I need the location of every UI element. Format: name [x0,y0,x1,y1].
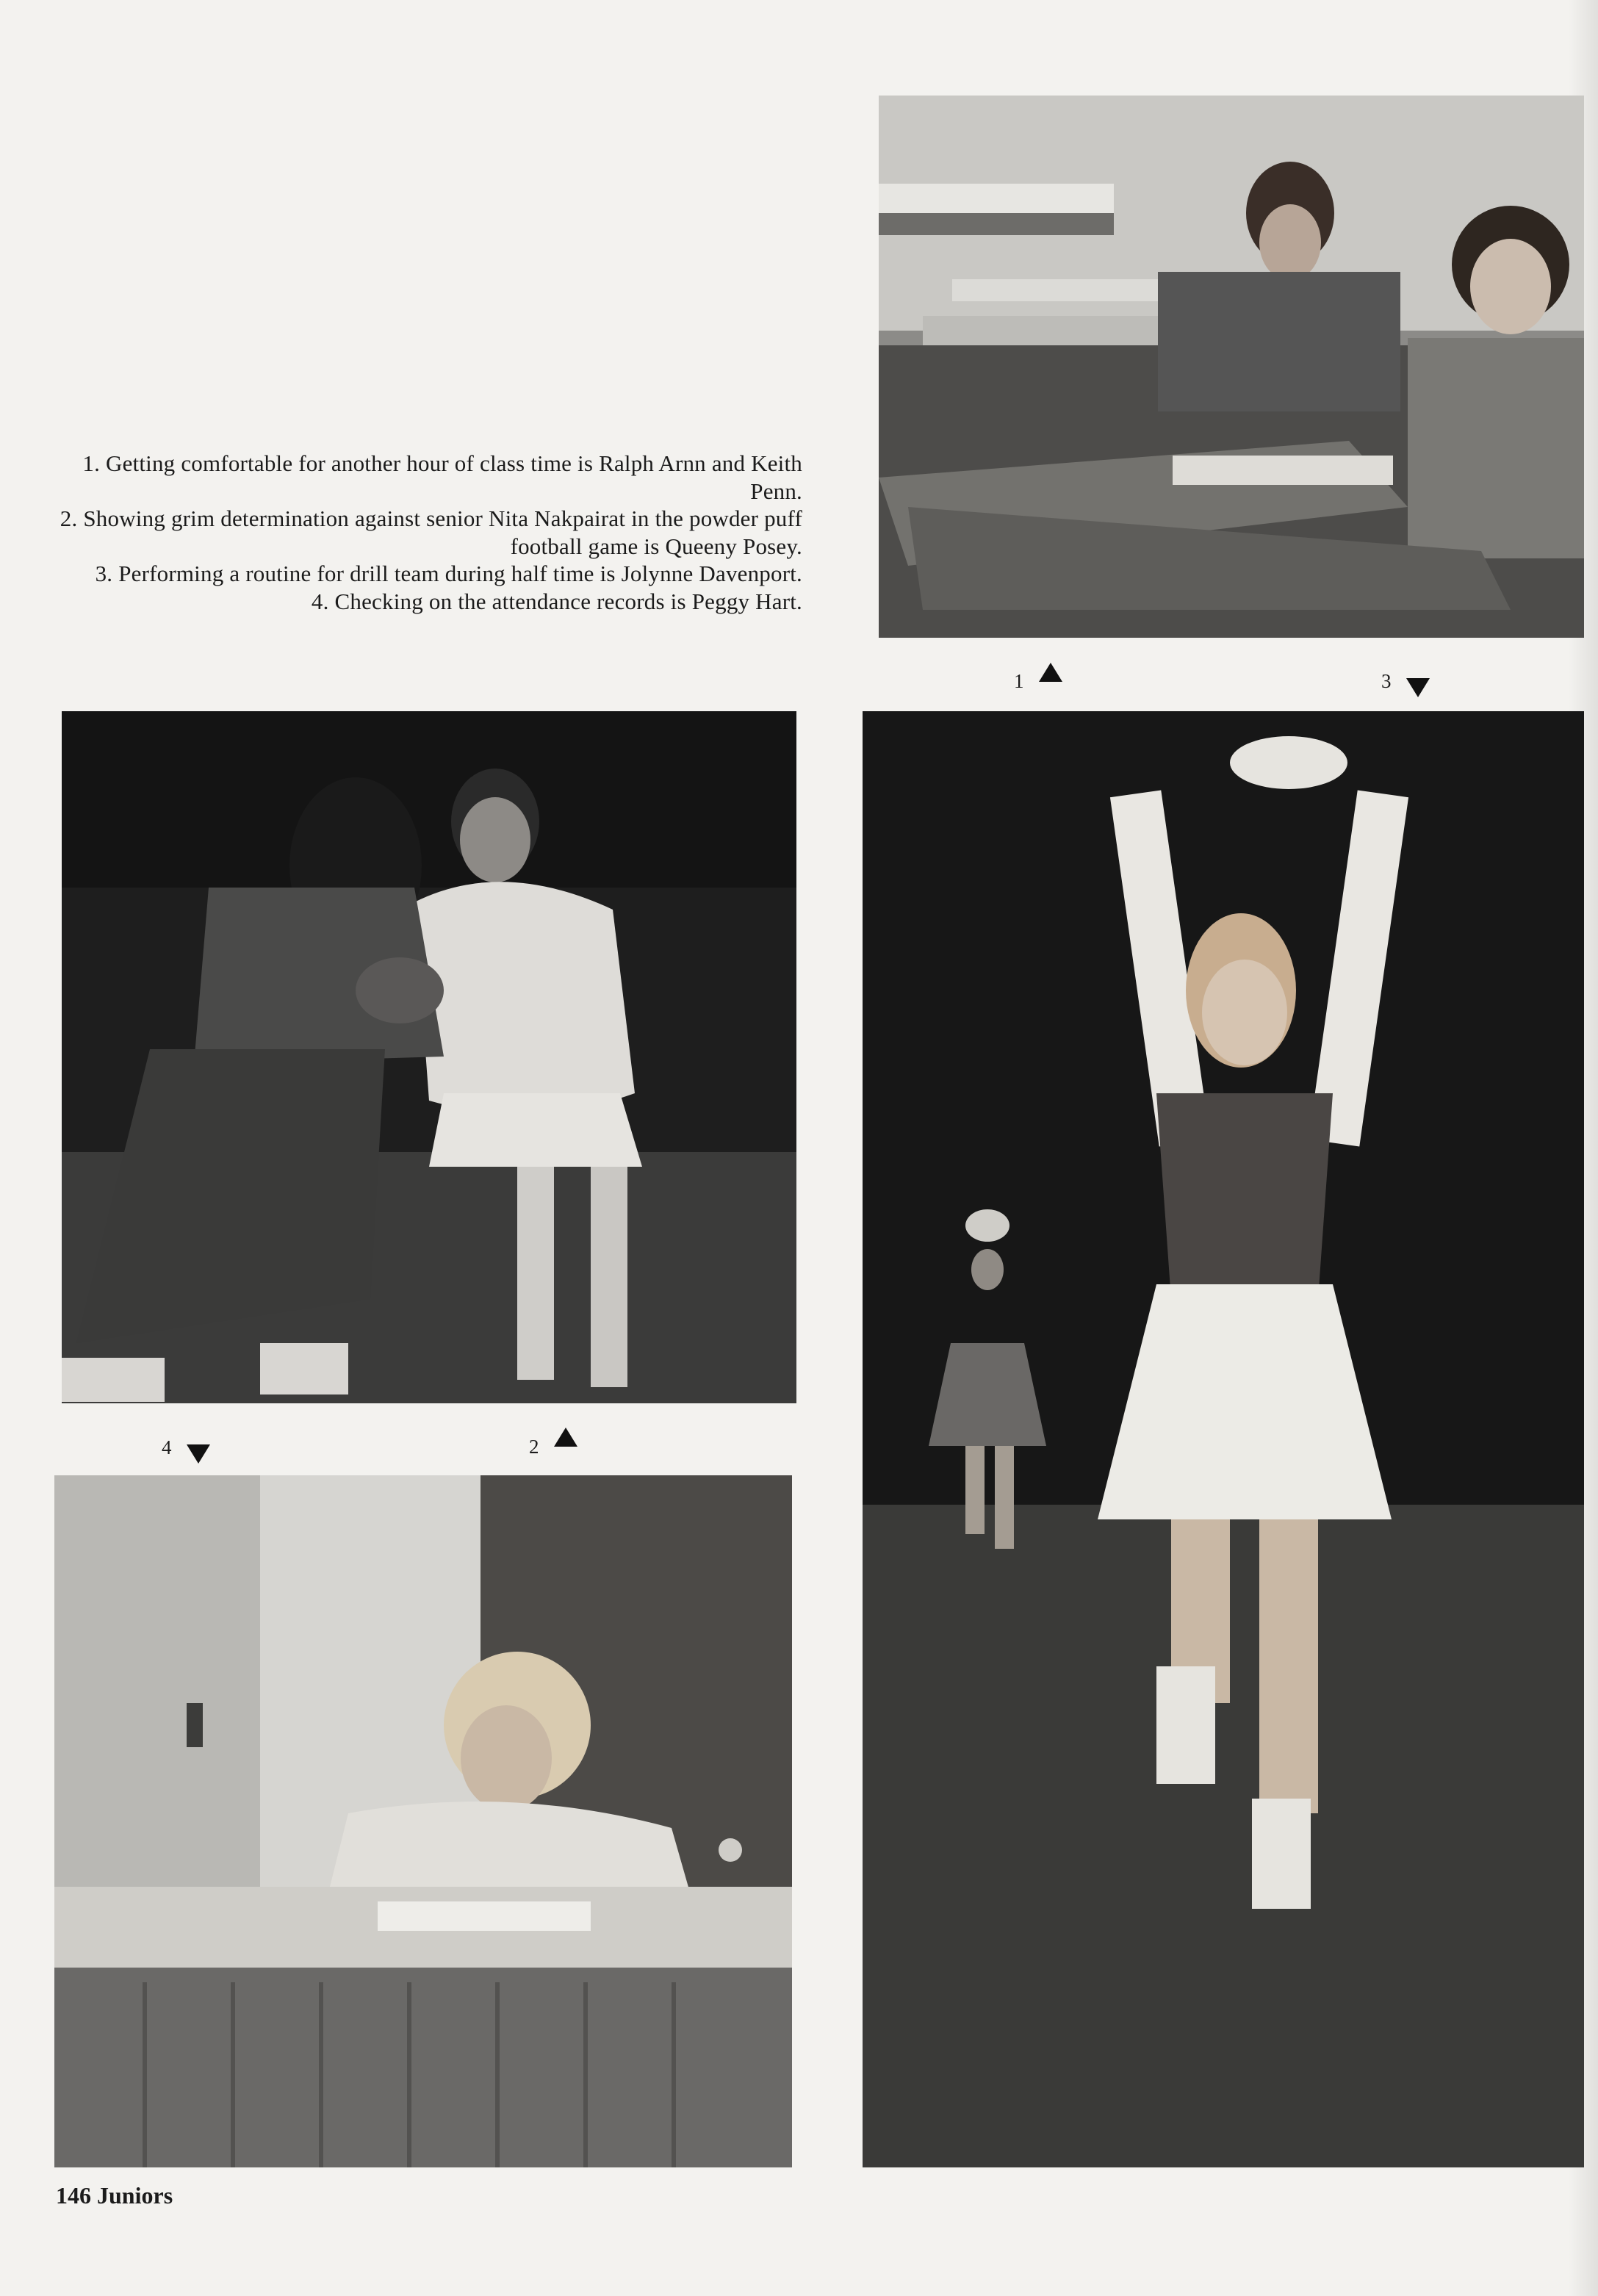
caption-2: 2. Showing grim determination against senior Nita Nakpairat in the powder puff football game is Queeny Posey. [60,505,802,559]
photo-2-powder-puff-football [62,711,796,1403]
marker-3-number: 3 [1381,670,1392,692]
photo-captions [44,450,802,615]
marker-1-number: 1 [1014,670,1024,692]
marker-2 [529,1417,577,1458]
photo-3-drill-team [863,711,1584,2167]
triangle-up-icon [554,1428,577,1447]
page-footer [56,2182,173,2209]
marker-3 [1381,665,1430,697]
marker-4-number: 4 [162,1436,172,1458]
marker-2-number: 2 [529,1436,539,1458]
marker-4 [162,1431,210,1464]
caption-3: 3. Performing a routine for drill team during half time is Jolynne Davenport. [95,561,802,586]
section-name: Juniors [97,2182,173,2209]
photo-1-classroom [879,96,1584,638]
photo-4-attendance [54,1475,792,2167]
page-number: 146 [56,2182,91,2209]
marker-1 [1014,652,1062,692]
triangle-up-icon [1039,663,1062,682]
triangle-down-icon [187,1444,210,1464]
triangle-down-icon [1406,678,1430,697]
caption-4: 4. Checking on the attendance records is Peggy Hart. [311,588,802,614]
caption-1: 1. Getting comfortable for another hour of class time is Ralph Arnn and Keith Penn. [82,450,802,504]
